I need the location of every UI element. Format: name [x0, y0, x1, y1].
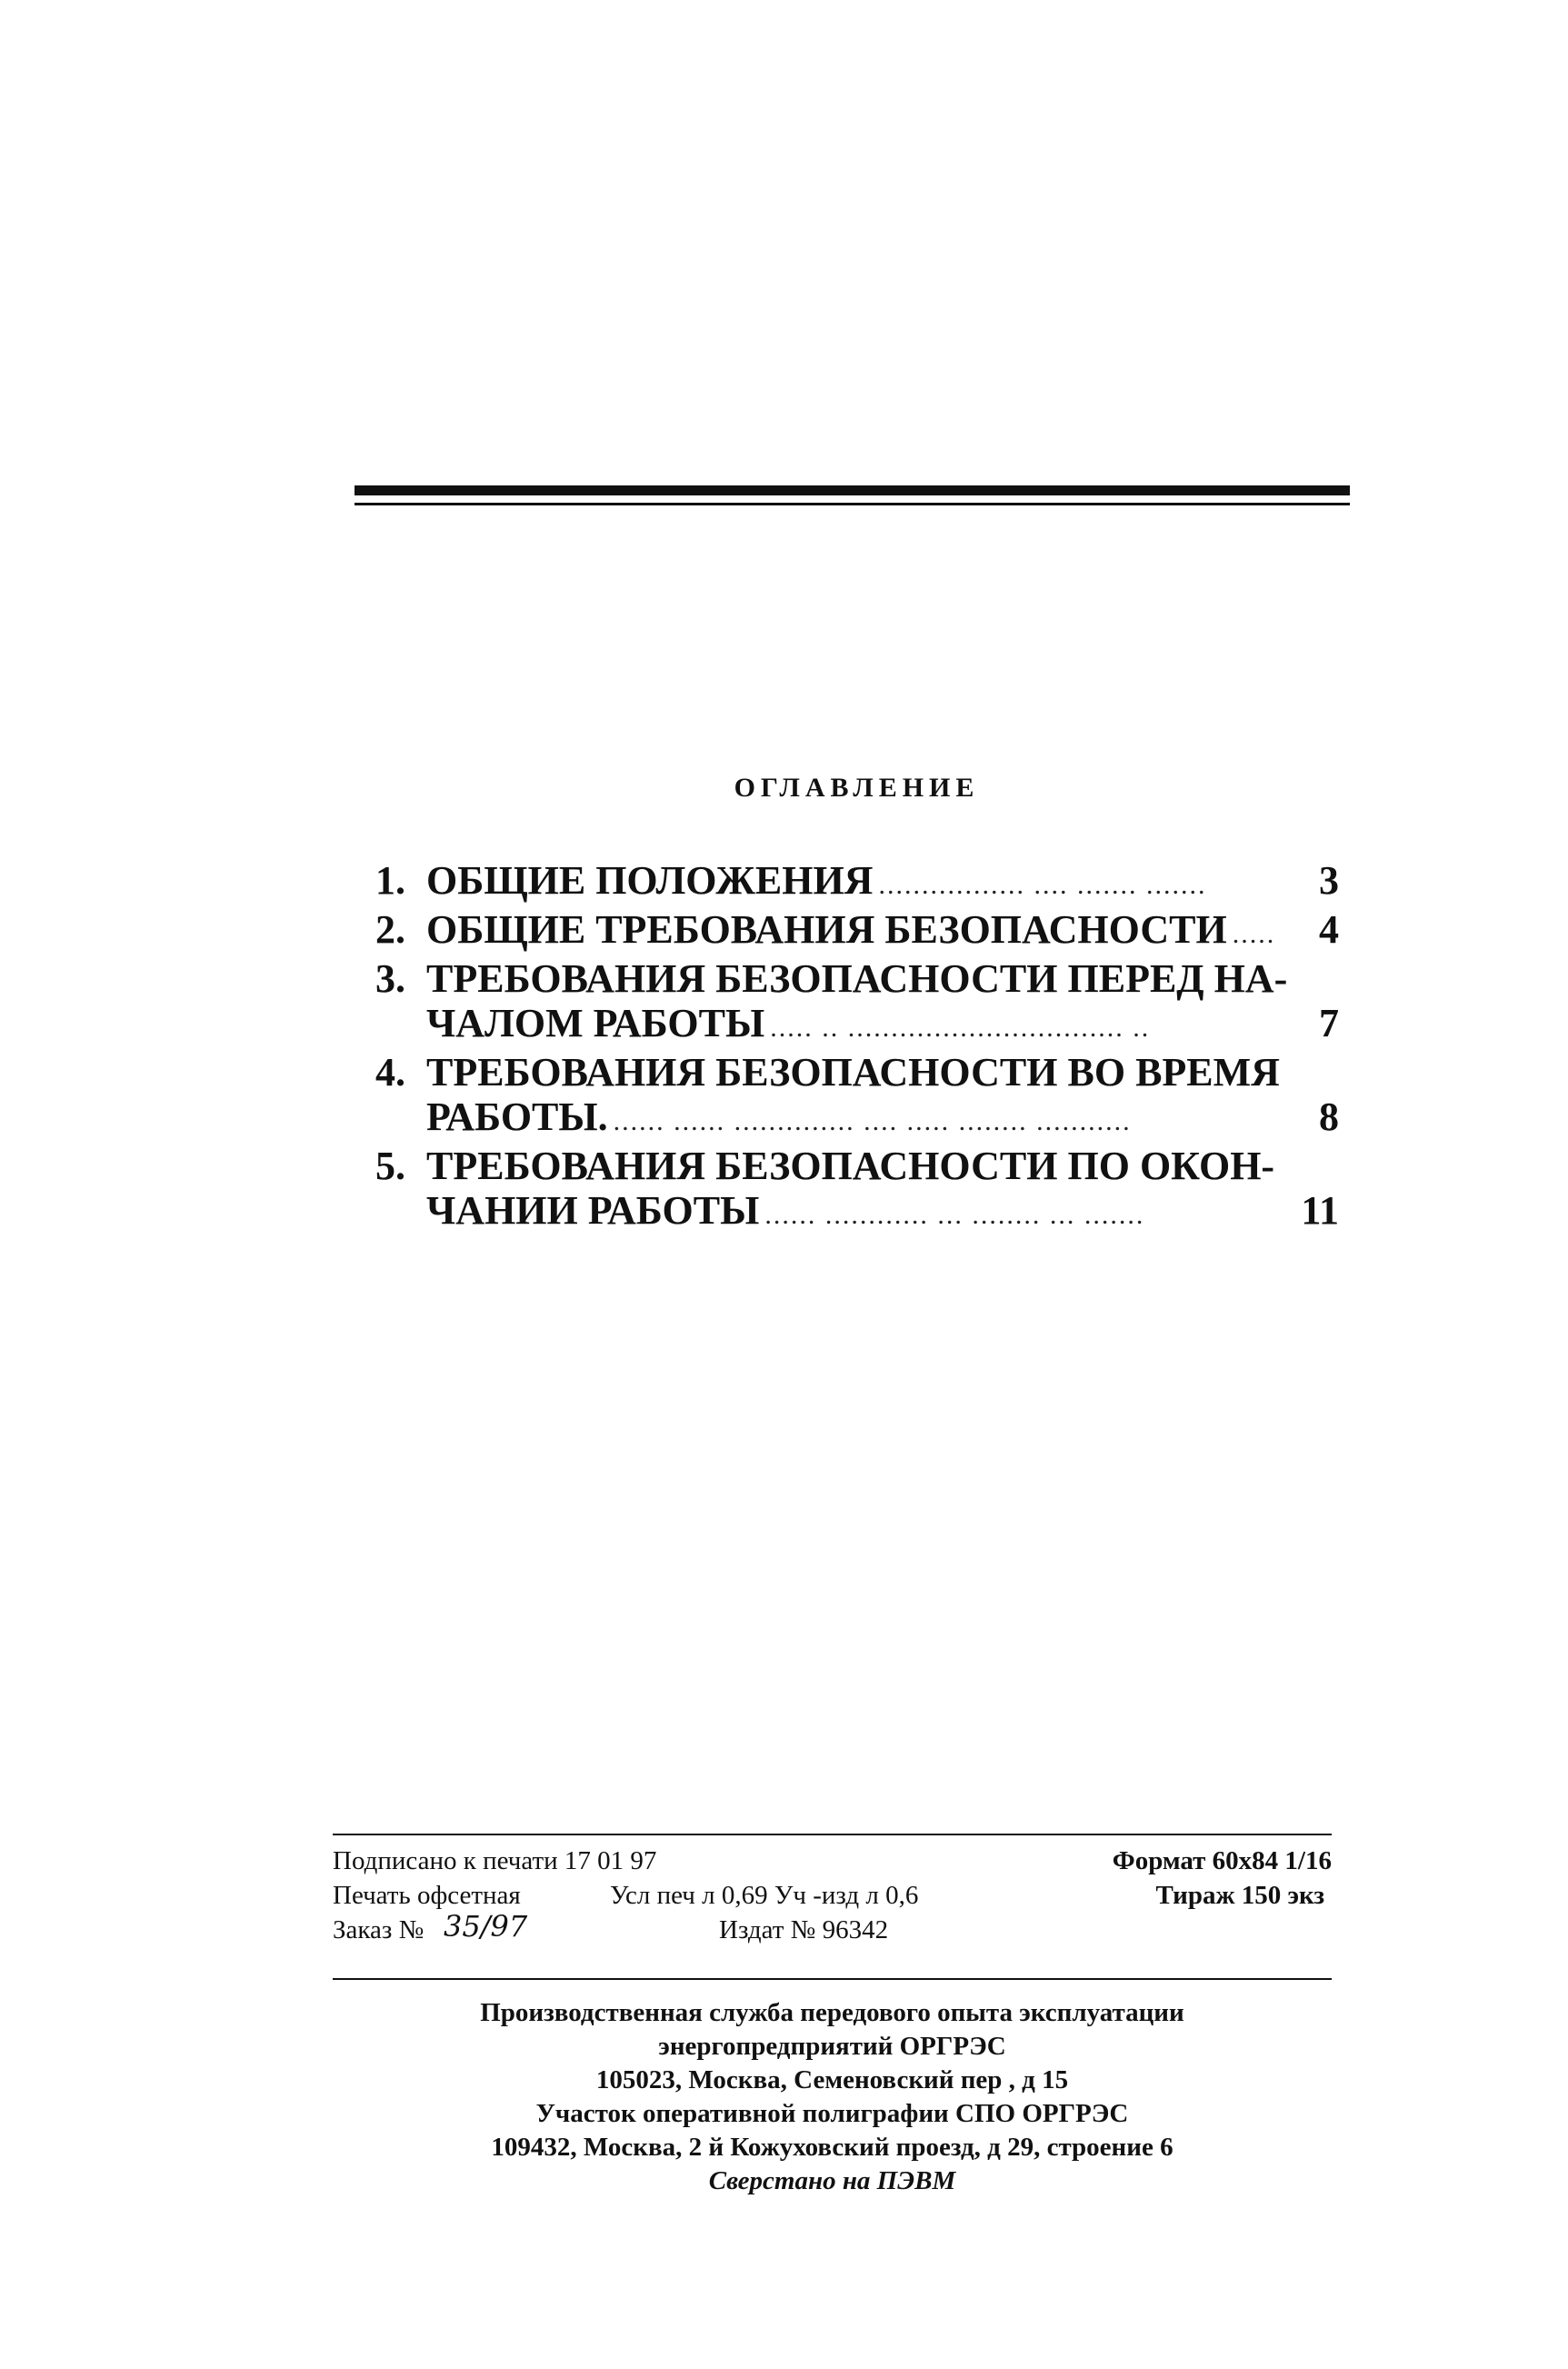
toc-entry-number: 3.	[375, 956, 405, 1001]
toc-leader-dots: ...... ...... .............. .... ..... ........ ...........	[613, 1106, 1132, 1136]
toc-entry-3[interactable]	[375, 956, 1339, 1050]
toc-entry-2[interactable]	[375, 907, 1339, 956]
imprint-row-1	[333, 1844, 1332, 1878]
print-sheets: Усл печ л 0,69 Уч -изд л 0,6	[610, 1881, 919, 1910]
paper-format: Формат 60х84 1/16	[1112, 1846, 1332, 1875]
toc-entry-4[interactable]	[375, 1050, 1339, 1144]
publisher-address-1: 105023, Москва, Семеновский пер , д 15	[595, 2065, 1069, 2094]
toc-entry-number: 2.	[375, 907, 405, 952]
toc-leader-dots: ................. .... ....... .......	[878, 870, 1207, 900]
toc-entry-page: 11	[1301, 1188, 1339, 1233]
toc-entry-number: 5.	[375, 1144, 405, 1188]
toc-title: ОГЛАВЛЕНИЕ	[734, 773, 980, 803]
imprint-row-3	[333, 1909, 1332, 1947]
toc-entry-title-cont: РАБОТЫ.	[426, 1095, 608, 1139]
signed-for-print: Подписано к печати 17 01 97	[333, 1846, 657, 1875]
toc-entry-title-cont: ЧАЛОМ РАБОТЫ	[426, 1001, 765, 1045]
imprint-row-2	[333, 1878, 1332, 1913]
order-label: Заказ №	[333, 1915, 424, 1944]
imprint-block	[333, 1844, 1332, 1947]
toc-entry-number: 4.	[375, 1050, 405, 1095]
publisher-address-2: 109432, Москва, 2 й Кожуховский проезд, д 29, строение 6	[491, 2133, 1174, 2162]
publisher-info	[333, 1996, 1332, 2198]
publisher-line-1: Производственная служба передового опыта эксплуатации	[480, 1998, 1184, 2027]
print-type: Печать офсетная	[333, 1881, 521, 1910]
imprint-rule-bottom	[333, 1978, 1332, 1980]
publisher-line-4: Участок оперативной полиграфии СПО ОРГРЭС	[535, 2099, 1129, 2128]
toc-entry-page: 8	[1319, 1095, 1339, 1139]
toc-entry-title-cont: ЧАНИИ РАБОТЫ	[426, 1188, 760, 1233]
toc-entry-title: ТРЕБОВАНИЯ БЕЗОПАСНОСТИ ПЕРЕД НА-	[426, 956, 1288, 1001]
print-run: Тираж 150 экз	[1155, 1881, 1324, 1910]
publisher-number: Издат № 96342	[719, 1915, 889, 1944]
imprint-rule-top	[333, 1834, 1332, 1835]
toc-entry-1[interactable]	[375, 858, 1339, 907]
toc-entry-title: ОБЩИЕ ПОЛОЖЕНИЯ	[426, 858, 874, 903]
toc-leader-dots: .....	[1232, 919, 1275, 949]
top-rule-thin	[355, 503, 1350, 505]
top-rule-thick	[355, 485, 1350, 495]
toc-entry-title: ТРЕБОВАНИЯ БЕЗОПАСНОСТИ ПО ОКОН-	[426, 1144, 1275, 1188]
toc-entry-page: 4	[1319, 907, 1339, 952]
toc-leader-dots: ...... ............ ... ........ ... .......	[764, 1200, 1145, 1230]
toc-entry-page: 3	[1319, 858, 1339, 903]
table-of-contents	[375, 858, 1339, 1237]
order-number-handwritten: 35/97	[444, 1909, 528, 1944]
toc-entry-page: 7	[1319, 1001, 1339, 1045]
toc-entry-5[interactable]	[375, 1144, 1339, 1237]
toc-leader-dots: ..... .. ................................ ..	[770, 1013, 1151, 1043]
toc-entry-title: ТРЕБОВАНИЯ БЕЗОПАСНОСТИ ВО ВРЕМЯ	[426, 1050, 1280, 1095]
toc-entry-title: ОБЩИЕ ТРЕБОВАНИЯ БЕЗОПАСНОСТИ	[426, 907, 1227, 952]
typeset-note: Сверстано на ПЭВМ	[708, 2166, 956, 2195]
toc-entry-number: 1.	[375, 858, 405, 903]
publisher-line-2: энергопредприятий ОРГРЭС	[658, 2032, 1006, 2061]
